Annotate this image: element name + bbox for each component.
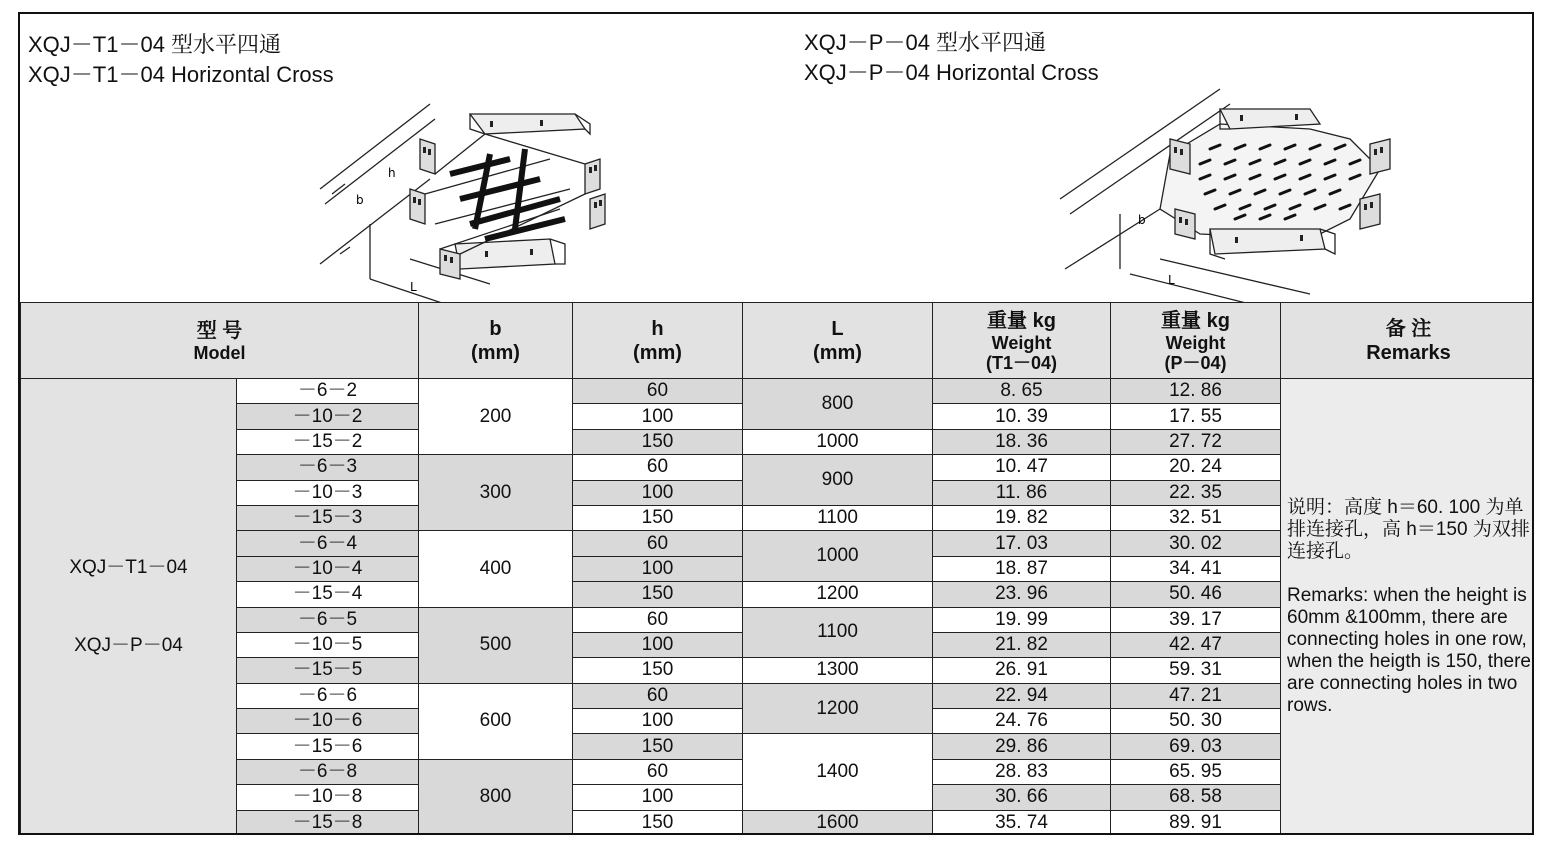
- ladder-cross-tray-drawing: [310, 79, 630, 309]
- weight-p-cell: 59. 31: [1111, 658, 1281, 683]
- L-value-cell: 1200: [743, 582, 933, 607]
- model-suffix-cell: －10－8: [237, 785, 419, 810]
- weight-t1-cell: 23. 96: [933, 582, 1111, 607]
- model-suffix-cell: －6－6: [237, 683, 419, 708]
- model-suffix-cell: －6－4: [237, 531, 419, 556]
- weight-p-cell: 69. 03: [1111, 734, 1281, 759]
- weight-p-cell: 30. 02: [1111, 531, 1281, 556]
- model-suffix-cell: －6－3: [237, 455, 419, 480]
- header-L-label: L: [831, 317, 844, 340]
- weight-p-cell: 34. 41: [1111, 556, 1281, 581]
- perforated-cross-tray-drawing: [1050, 69, 1430, 309]
- b-value-cell: 200: [419, 379, 573, 455]
- model-suffix-cell: －10－4: [237, 556, 419, 581]
- dim-label-L-right: L: [1168, 273, 1175, 287]
- spec-sheet: [18, 12, 1534, 835]
- header-weight-t1: [933, 303, 1111, 379]
- header-model-cn: 型 号: [196, 319, 243, 342]
- h-value-cell: 150: [573, 734, 743, 759]
- header-L-unit: (mm): [813, 341, 862, 364]
- header-weight-t1-en: Weight: [991, 332, 1052, 353]
- weight-t1-cell: 18. 87: [933, 556, 1111, 581]
- title-left-cn: XQJ－T1－04 型水平四通: [28, 32, 282, 57]
- model-suffix-cell: －15－6: [237, 734, 419, 759]
- weight-p-cell: 39. 17: [1111, 607, 1281, 632]
- weight-t1-cell: 11. 86: [933, 480, 1111, 505]
- weight-t1-cell: 24. 76: [933, 709, 1111, 734]
- model-suffix-cell: －10－3: [237, 480, 419, 505]
- title-right-cn: XQJ－P－04 型水平四通: [804, 30, 1047, 55]
- header-weight-t1-model: (T1－04): [985, 352, 1057, 373]
- header-weight-p-model: (P－04): [1164, 352, 1227, 373]
- L-value-cell: 1400: [743, 734, 933, 810]
- model-suffix-cell: －15－2: [237, 429, 419, 454]
- h-value-cell: 60: [573, 759, 743, 784]
- b-value-cell: 500: [419, 607, 573, 683]
- L-value-cell: 1000: [743, 531, 933, 582]
- remarks-cn: 说明：高度 h＝60. 100 为单排连接孔，高 h＝150 为双排连接孔。: [1287, 497, 1530, 563]
- model-suffix-cell: －15－5: [237, 658, 419, 683]
- model-name-cell: [21, 379, 237, 836]
- model-suffix-cell: －6－8: [237, 759, 419, 784]
- h-value-cell: 100: [573, 709, 743, 734]
- L-value-cell: 1000: [743, 429, 933, 454]
- weight-p-cell: 32. 51: [1111, 505, 1281, 530]
- b-value-cell: 800: [419, 759, 573, 835]
- header-b-unit: (mm): [471, 341, 520, 364]
- weight-t1-cell: 30. 66: [933, 785, 1111, 810]
- model-suffix-cell: －6－5: [237, 607, 419, 632]
- weight-p-cell: 68. 58: [1111, 785, 1281, 810]
- model-suffix-cell: －10－5: [237, 632, 419, 657]
- model-name-p: XQJ－P－04: [74, 635, 183, 657]
- L-value-cell: 1600: [743, 810, 933, 835]
- header-weight-p-en: Weight: [1165, 332, 1226, 353]
- weight-t1-cell: 22. 94: [933, 683, 1111, 708]
- h-value-cell: 150: [573, 505, 743, 530]
- h-value-cell: 150: [573, 810, 743, 835]
- header-h: [573, 303, 743, 379]
- h-value-cell: 150: [573, 429, 743, 454]
- title-right-en: XQJ－P－04 Horizontal Cross: [804, 60, 1099, 85]
- L-value-cell: 1200: [743, 683, 933, 734]
- h-value-cell: 100: [573, 556, 743, 581]
- model-suffix-cell: －6－2: [237, 379, 419, 404]
- model-suffix-cell: －15－8: [237, 810, 419, 835]
- header-h-label: h: [651, 317, 664, 340]
- weight-p-cell: 27. 72: [1111, 429, 1281, 454]
- header-weight-p: [1111, 303, 1281, 379]
- header-remarks: [1281, 303, 1535, 379]
- title-left: [28, 30, 334, 90]
- remarks-en: Remarks: when the height is 60mm &100mm, there are connecting holes in one row, when the heigth is 150, there are connecting holes in two rows.: [1287, 585, 1532, 717]
- model-name-t1: XQJ－T1－04: [69, 557, 188, 579]
- h-value-cell: 100: [573, 480, 743, 505]
- weight-p-cell: 50. 30: [1111, 709, 1281, 734]
- model-suffix-cell: －15－4: [237, 582, 419, 607]
- L-value-cell: 900: [743, 455, 933, 506]
- dim-label-b: b: [356, 193, 364, 207]
- h-value-cell: 60: [573, 531, 743, 556]
- header-weight-t1-cn: 重量 kg: [987, 309, 1056, 332]
- L-value-cell: 1100: [743, 607, 933, 658]
- weight-p-cell: 89. 91: [1111, 810, 1281, 835]
- header-model-en: Model: [193, 342, 246, 363]
- title-left-en: XQJ－T1－04 Horizontal Cross: [28, 62, 334, 87]
- h-value-cell: 60: [573, 455, 743, 480]
- h-value-cell: 100: [573, 404, 743, 429]
- table-header-row: [21, 303, 1535, 379]
- weight-t1-cell: 19. 82: [933, 505, 1111, 530]
- weight-t1-cell: 21. 82: [933, 632, 1111, 657]
- weight-t1-cell: 10. 47: [933, 455, 1111, 480]
- weight-p-cell: 50. 46: [1111, 582, 1281, 607]
- h-value-cell: 60: [573, 607, 743, 632]
- weight-t1-cell: 19. 99: [933, 607, 1111, 632]
- weight-t1-cell: 17. 03: [933, 531, 1111, 556]
- header-b: [419, 303, 573, 379]
- table-row: [21, 379, 1535, 404]
- h-value-cell: 150: [573, 658, 743, 683]
- model-suffix-cell: －15－3: [237, 505, 419, 530]
- b-value-cell: 300: [419, 455, 573, 531]
- h-value-cell: 100: [573, 632, 743, 657]
- weight-t1-cell: 28. 83: [933, 759, 1111, 784]
- weight-t1-cell: 26. 91: [933, 658, 1111, 683]
- L-value-cell: 1100: [743, 505, 933, 530]
- header-h-unit: (mm): [633, 341, 682, 364]
- header-L: [743, 303, 933, 379]
- weight-p-cell: 12. 86: [1111, 379, 1281, 404]
- h-value-cell: 100: [573, 785, 743, 810]
- weight-p-cell: 47. 21: [1111, 683, 1281, 708]
- weight-t1-cell: 8. 65: [933, 379, 1111, 404]
- weight-p-cell: 20. 24: [1111, 455, 1281, 480]
- dim-label-b-right: b: [1138, 213, 1146, 227]
- header-b-label: b: [489, 317, 502, 340]
- header-weight-p-cn: 重量 kg: [1161, 309, 1230, 332]
- spec-table: [20, 302, 1534, 835]
- b-value-cell: 400: [419, 531, 573, 607]
- h-value-cell: 60: [573, 379, 743, 404]
- weight-p-cell: 22. 35: [1111, 480, 1281, 505]
- dim-label-L: L: [410, 280, 417, 294]
- weight-p-cell: 42. 47: [1111, 632, 1281, 657]
- L-value-cell: 1300: [743, 658, 933, 683]
- model-suffix-cell: －10－6: [237, 709, 419, 734]
- weight-t1-cell: 18. 36: [933, 429, 1111, 454]
- remarks-cell: [1281, 379, 1535, 836]
- weight-t1-cell: 10. 39: [933, 404, 1111, 429]
- L-value-cell: 800: [743, 379, 933, 430]
- weight-t1-cell: 29. 86: [933, 734, 1111, 759]
- b-value-cell: 600: [419, 683, 573, 759]
- weight-p-cell: 65. 95: [1111, 759, 1281, 784]
- dim-label-h: h: [388, 166, 396, 180]
- h-value-cell: 60: [573, 683, 743, 708]
- weight-t1-cell: 35. 74: [933, 810, 1111, 835]
- header-remarks-cn: 备 注: [1385, 317, 1432, 340]
- weight-p-cell: 17. 55: [1111, 404, 1281, 429]
- h-value-cell: 150: [573, 582, 743, 607]
- header-remarks-en: Remarks: [1366, 341, 1451, 364]
- header-model: [21, 303, 419, 379]
- model-suffix-cell: －10－2: [237, 404, 419, 429]
